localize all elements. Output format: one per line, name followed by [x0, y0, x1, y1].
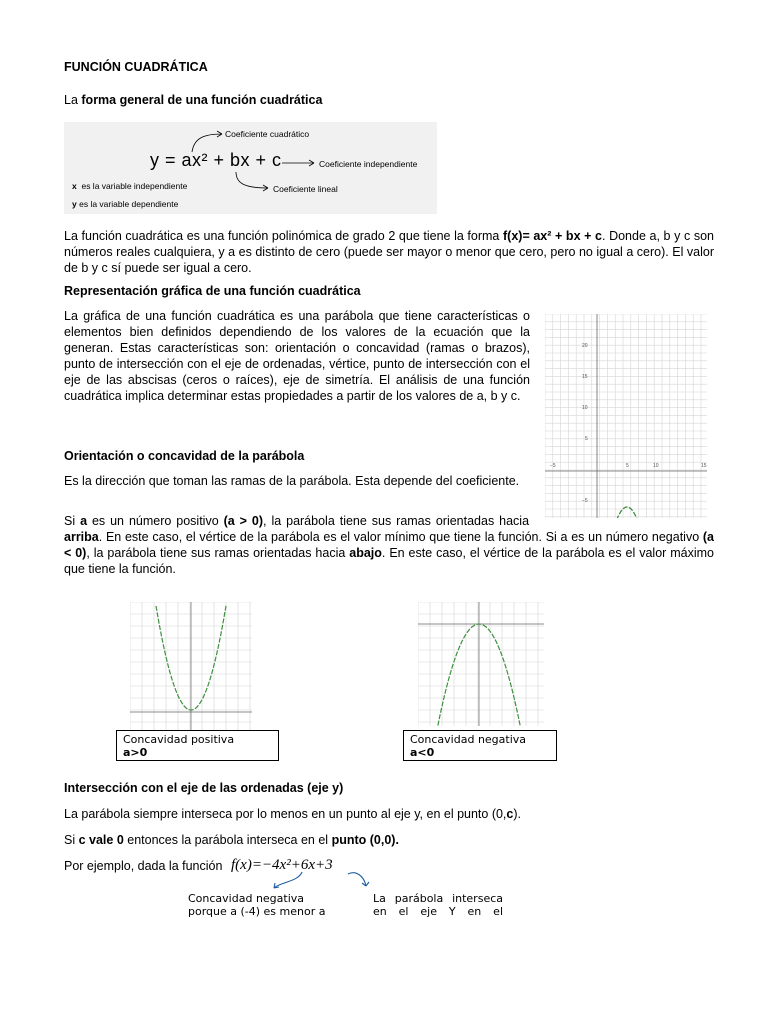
intro-prefix: La	[64, 93, 82, 107]
main-x-tick-10: 10	[653, 463, 659, 469]
paragraph-graph-description: La gráfica de una función cuadrática es una parábola que tiene características o elementos bien definidos dependiendo de los valores de la ecuación que la generan. Estas características son: orientación o concavidad (ramas o brazos), punto de intersección con el eje de ordenadas, vértice, punto de intersección con el eje de las abscisas (ceros o raíces), eje de simetría. El análisis de una función cuadrática implica determinar estas propiedades a partir de los valores de a, b y c.	[64, 309, 530, 403]
example-function: f(x)=−4x²+6x+3	[231, 857, 333, 873]
caption-positive-line1: Concavidad positiva	[123, 733, 235, 746]
example-line	[64, 859, 222, 873]
caption-negative	[403, 730, 557, 761]
note-concavity	[188, 892, 325, 918]
var-y-row	[72, 199, 178, 209]
paragraph-orientation	[64, 513, 714, 577]
para5-t2: ).	[513, 807, 522, 821]
main-y-tick-20: 20	[582, 343, 588, 349]
var-x-row	[72, 181, 187, 191]
para4-b4: (a < 0)	[64, 530, 714, 560]
formula-expression: y = ax² + bx + c	[150, 150, 282, 170]
main-y-tick-10: 10	[582, 405, 588, 411]
label-coef-linear: Coeficiente lineal	[273, 184, 338, 194]
para4-t2: es un número positivo	[87, 514, 224, 528]
example-lead: Por ejemplo, dada la función	[64, 859, 223, 873]
paragraph-c-zero	[64, 832, 399, 848]
para4-t6: . En este caso, el vértice de la parábola es el valor máximo que tiene la función.	[64, 546, 715, 576]
para1-text-2: . Donde a, b y c son números reales cualquiera, y a es distinto de cero (puede ser mayor o menor que cero, pero no igual a cero). El valor de b y c sí puede ser igual a cero.	[64, 229, 714, 275]
main-x-tick-neg5: −5	[550, 463, 556, 469]
heading-graphical-representation: Representación gráfica de una función cuadrática	[64, 284, 361, 298]
intro-line	[64, 93, 322, 107]
para4-t1: Si	[64, 514, 81, 528]
caption-negative-line2: a<0	[410, 746, 435, 759]
main-grid	[545, 314, 707, 518]
para4-b2: (a > 0)	[223, 514, 264, 528]
main-parabola-graph	[545, 314, 707, 518]
paragraph-definition	[64, 228, 714, 276]
main-x-tick-end: 15	[701, 463, 707, 469]
arrow-linear	[236, 172, 268, 188]
var-y-text: es la variable dependiente	[79, 199, 179, 209]
label-coef-independent: Coeficiente independiente	[319, 159, 418, 169]
negative-grid	[418, 602, 544, 726]
para4-b5: abajo	[349, 546, 382, 560]
arrow-to-note1	[274, 872, 302, 888]
note2-line2: en el eje Y en el	[373, 905, 503, 918]
caption-negative-line1: Concavidad negativa	[410, 733, 527, 746]
para6-b1: c vale 0	[78, 833, 124, 847]
para4-t3: , la parábola tiene sus ramas orientadas hacia	[263, 514, 534, 528]
label-coef-quadratic: Coeficiente cuadrático	[225, 129, 310, 139]
note2-line1: La parábola interseca	[373, 892, 503, 905]
var-y-letter: y	[72, 199, 77, 209]
note-intersection	[373, 892, 503, 918]
para5-b1: c	[506, 807, 514, 821]
page-title: FUNCIÓN CUADRÁTICA	[64, 60, 208, 74]
main-y-tick-5: 5	[585, 436, 588, 442]
para6-t1: Si	[64, 833, 79, 847]
main-y-tick-neg5: −5	[582, 498, 588, 504]
paragraph-direction: Es la dirección que toman las ramas de la parábola. Esta depende del coeficiente.	[64, 474, 520, 488]
para4-b3: arriba	[64, 530, 99, 544]
para6-b2: punto (0,0).	[331, 833, 399, 847]
para1-formula: f(x)= ax² + bx + c	[503, 229, 602, 243]
para6-t2: entonces la parábola interseca en el	[123, 833, 332, 847]
para4-t5: , la parábola tiene sus ramas orientadas hacia	[86, 546, 350, 560]
main-y-tick-15: 15	[582, 374, 588, 380]
para5-t1: La parábola siempre interseca por lo menos en un punto al eje y, en el punto (0,	[64, 807, 507, 821]
intro-bold: forma general de una función cuadrática	[81, 93, 323, 107]
note1-line1: Concavidad negativa	[188, 892, 305, 905]
main-x-tick-5: 5	[626, 463, 629, 469]
negative-concavity-graph	[418, 602, 544, 726]
para4-t4: . En este caso, el vértice de la parábola es el valor mínimo que tiene la función. Si a es un número negativo	[98, 530, 703, 544]
heading-concavity: Orientación o concavidad de la parábola	[64, 449, 305, 463]
positive-concavity-graph	[130, 602, 252, 730]
heading-y-intersection: Intersección con el eje de las ordenadas (eje y)	[64, 781, 344, 795]
formula-figure	[64, 122, 437, 214]
var-x-letter: x	[72, 181, 77, 191]
para1-text-1: La función cuadrática es una función polinómica de grado 2 que tiene la forma	[64, 229, 503, 243]
para4-b1: a	[80, 514, 88, 528]
var-x-text: es la variable independiente	[81, 181, 188, 191]
caption-positive	[116, 730, 279, 761]
note1-line2: porque a (-4) es menor a	[188, 905, 326, 918]
caption-positive-line2: a>0	[123, 746, 148, 759]
paragraph-intersection	[64, 806, 521, 822]
